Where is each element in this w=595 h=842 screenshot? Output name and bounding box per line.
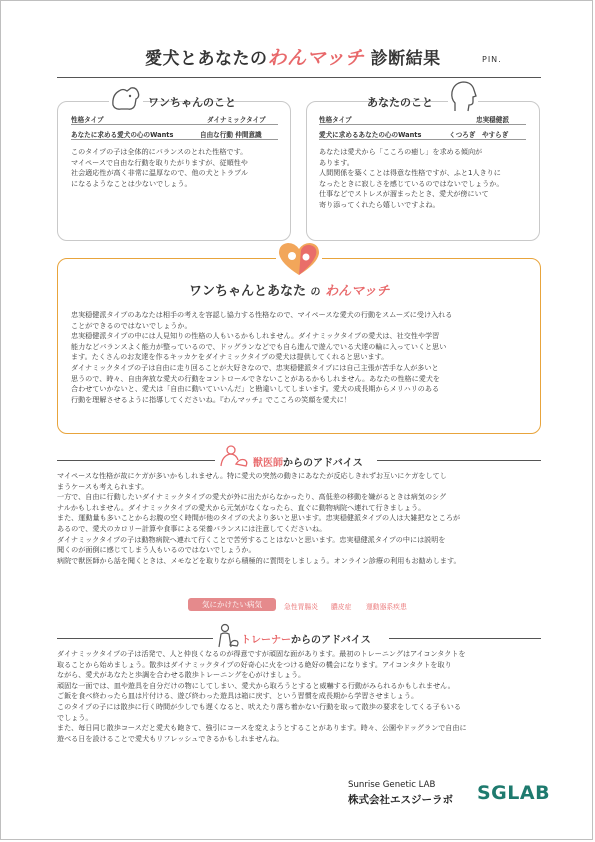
divider <box>57 638 213 639</box>
dog-card-heading: ワンちゃんのこと <box>148 96 236 109</box>
divider <box>71 139 278 140</box>
heart-icon <box>276 241 322 277</box>
owner-wants-value: くつろぎ やすらぎ <box>449 131 509 139</box>
divider <box>71 124 278 125</box>
owner-type-label: 性格タイプ <box>319 116 352 124</box>
disease-item: 急性胃腸炎 <box>284 603 318 611</box>
owner-card-heading: あなたのこと <box>367 96 433 109</box>
vet-heading: 獣医師からのアドバイス <box>253 458 363 469</box>
pin-label: PIN. <box>482 55 502 64</box>
dog-icon <box>109 83 143 113</box>
dog-description: このタイプの子は全体的にバランスのとれた性格です。 マイペースで自由な行動を取りたがりますが、従順性や 社会適応性が高く非常に温厚なので、他の犬とトラブル になるようなことは少ないでしょう。 <box>71 147 248 188</box>
match-heading: ワンちゃんとあなた の わんマッチ <box>189 284 390 299</box>
divider <box>389 638 541 639</box>
owner-wants-label: 愛犬に求めるあなたの心のWants <box>319 131 422 139</box>
divider <box>319 139 526 140</box>
person-head-icon <box>448 79 478 113</box>
company-name-jp: 株式会社エスジーラボ <box>348 794 453 806</box>
dog-type-label: 性格タイプ <box>71 116 104 124</box>
trainer-advice-text: ダイナミックタイプの子は活発で、人と仲良くなるのが得意ですが頑固な面があります。最初のトレーニングはアイコンタクトを 取ることから始めましょう。散歩はダイナミックタイプの好奇心に火をつける絶好の機会になります。アイコンタクトを取り ながら、愛犬があなたと歩調を合わせる散歩トレーニングを心がけましょう。 頑固な一面では、皿や遊具を自分だけの物にしてしまい、愛犬から取ろうとすると威嚇する行動がみられるかもしれません。 ご飯を食べ終わったら皿は片付ける、遊び終わった遊具は箱に戻す、という習慣を成長期から学習させましょう。 このタイプの子には散歩に行く時間が少しでも遅くなると、吠えたり落ち着かない行動を取って散歩の要求をしてくる子もいる でしょう。 また、毎日同じ散歩コースだと愛犬も飽きて、強引にコースを変えようとすることがあります。時々、公園やドッグランで自由に 遊べる日を設けることで愛犬もリフレッシュできるかもしれませんね。 <box>57 649 467 743</box>
owner-type-value: 忠実穏健派 <box>476 116 509 124</box>
dog-wants-label: あなたに求める愛犬の心のWants <box>71 131 174 139</box>
trainer-heading: トレーナーからのアドバイス <box>241 635 371 646</box>
divider <box>57 460 215 461</box>
vet-icon <box>218 444 250 470</box>
dog-type-value: ダイナミックタイプ <box>207 116 266 124</box>
company-name-en: Sunrise Genetic LAB <box>348 780 436 790</box>
brand-name: わんマッチ <box>267 47 365 69</box>
dog-wants-value: 自由な行動 仲間意識 <box>200 131 262 139</box>
divider <box>377 460 541 461</box>
disease-item: 膿皮症 <box>331 603 352 611</box>
match-description: 忠実穏健派タイプのあなたは相手の考えを容認し協力する性格なので、マイペースな愛犬の行動をスムーズに受け入れる ことができるのではないでしょうか。 忠実穏健派タイプの中には人見知りの性格の人もいるかもしれません。ダイナミックタイプの愛犬は、社交性や学習 能力などバランスよく能力が整っているので、ドッグランなどでも自ら進んで遊んでいる犬達の輪に入っていくと思い ます。たくさんのお友達を作るキッカケをダイナミックタイプの愛犬は提供してくれると思います。 ダイナミックタイプの子は自由に走り回ることが大好きなので、忠実穏健派タイプには自己主張が苦手な人が多いと 思うので、時々、自由奔放な愛犬の行動をコントロールできないことがあるかもしれません。あなたの性格に愛犬を 合わせていかないと、愛犬は「自由に動いていいんだ」と勘違いしてしまいます。愛犬の成長期からメリハリのある 行動を理解させるように指導してくださいね。『わんマッチ』でこころの笑顔を愛犬に！ <box>71 310 453 404</box>
divider <box>319 124 526 125</box>
trainer-icon <box>216 623 240 649</box>
owner-description: あなたは愛犬から「こころの癒し」を求める傾向が あります。 人間関係を築くことは得意な性格ですが、ふと1人きりに なったときに寂しさを感じているのではないでしょうか。 仕事などでストレスが溜まったとき、愛犬が傍にいて 寄り添ってくれたら嬉しいですよね。 <box>319 147 504 209</box>
disease-item: 運動器系疾患 <box>366 603 407 611</box>
disease-tag: 気にかけたい病気 <box>188 598 276 611</box>
title-bar <box>57 37 541 78</box>
sglab-logo: SGLAB <box>477 782 551 804</box>
page-title: 愛犬とあなたのわんマッチ 診断結果 <box>145 47 441 69</box>
vet-advice-text: マイペースな性格が故にケガが多いかもしれません。特に愛犬の突然の動きにあなたが反応しきれずお互いにケガをしてし まうケースも考えられます。 一方で、自由に行動したいダイナミックタイプの愛犬が外に出たがらなかったり、高低差の移動を嫌がるときは病気のシグ ナルかもしれません。ダイナミックタイプの愛犬から元気がなくなったら、直ぐに動物病院へ連れて行きましょう。 また、運動量も多いことからお腹の空く時間が他のタイプの犬より多いと思います。忠実穏健派タイプの人は大雑把なところが あるので、愛犬のカロリー計算や食事による栄養バランスには注意してくださいね。 ダイナミックタイプの子は動物病院へ連れて行くことで苦労することはないと思います。忠実穏健派タイプの中には説明を 聞くのが面倒に感じてしまう人もいるのではないでしょうか。 病院で獣医師から話を聞くときは、メモなどを取りながら積極的に質問をしましょう。オンライン診療の利用もお勧めします。 <box>57 471 461 565</box>
